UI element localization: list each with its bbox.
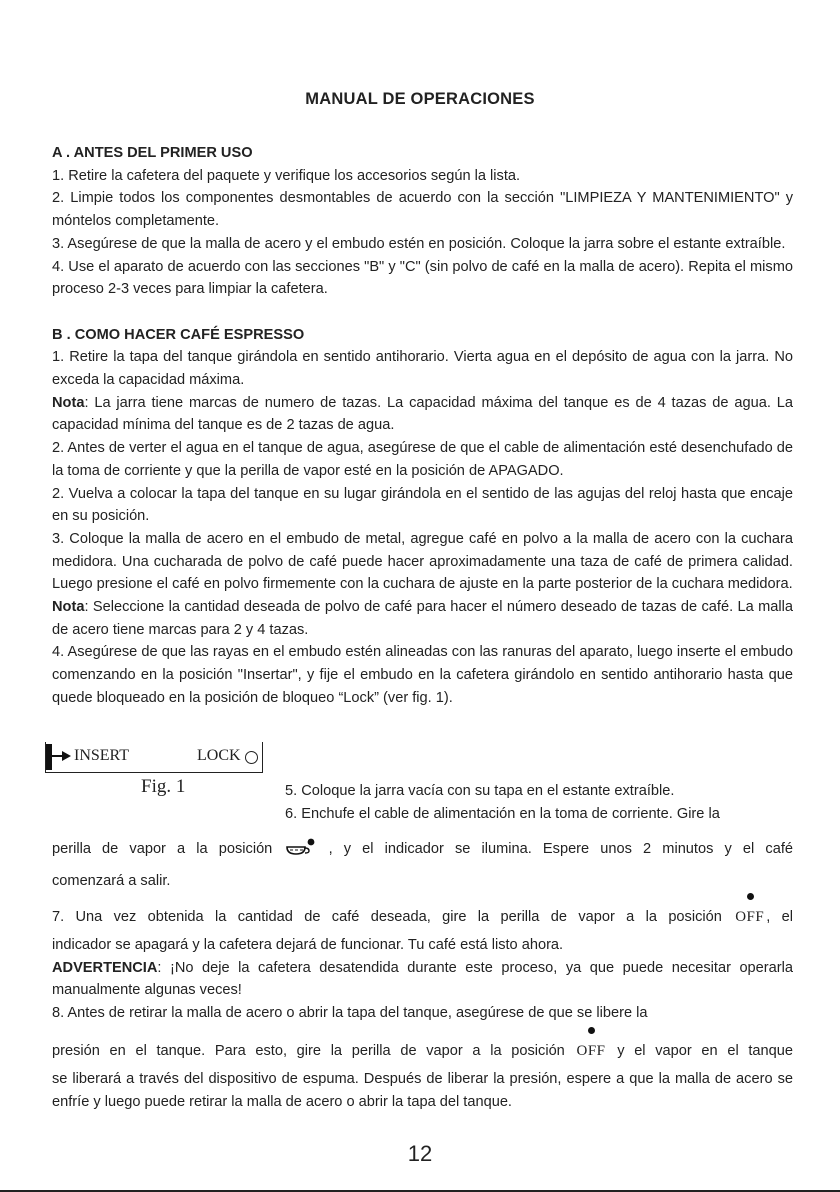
step-8-rest — [52, 1068, 793, 1113]
step-7-text-a: 7. Una vez obtenida la cantidad de café deseada, gire la perilla de vapor a la posición — [52, 909, 722, 925]
step-7-block — [52, 906, 793, 929]
note-text: : La jarra tiene marcas de numero de tazas. La capacidad máxima del tanque es de 4 tazas de agua. La capacidad mínima del tanque es de 2 tazas de agua. — [52, 394, 793, 434]
step-8-block — [52, 1040, 793, 1063]
section-a-heading: A . ANTES DEL PRIMER USO — [52, 145, 253, 161]
note-label: Nota — [52, 394, 85, 411]
step-7-rest — [52, 934, 793, 1025]
section-b-heading: B . COMO HACER CAFÉ ESPRESSO — [52, 326, 305, 343]
off-position-icon — [575, 1040, 608, 1063]
warning — [52, 957, 793, 1002]
section-b-step-1: 1. Retire la tapa del tanque girándola en sentido antihorario. Vierta agua en el depósito de agua con la jarra. No exceda la capacidad máxima. — [52, 349, 793, 389]
section-a-step-4: 4. Use el aparato de acuerdo con las secciones "B" y "C" (sin polvo de café en la malla de acero). Repita el mismo proceso 2-3 veces para limpiar la cafetera. — [52, 258, 793, 298]
step-6-start: 6. Enchufe el cable de alimentación en la toma de corriente. Gire la — [285, 805, 720, 822]
section-a-step-2: 2. Limpie todos los componentes desmontables de acuerdo con la sección "LIMPIEZA Y MANTENIMIENTO" y móntelos completamente. — [52, 190, 793, 230]
note-text: : Seleccione la cantidad deseada de polvo de café para hacer el número deseado de tazas de café. La malla de acero tiene marcas para 2 y 4 tazas. — [52, 599, 793, 638]
warning-text: : ¡No deje la cafetera desatendida durante este proceso, ya que puede necesitar operarla manualmente algunas veces! — [52, 959, 793, 999]
step-6-icon-line — [52, 838, 793, 861]
step-8-text-b: y el vapor en el tanque — [617, 1043, 793, 1059]
figure-insert-lock — [45, 742, 263, 773]
lock-circle-icon — [245, 751, 258, 764]
off-symbol-text: OFF — [576, 1043, 606, 1059]
step-7-end: indicador se apagará y la cafetera dejará de funcionar. Tu café está listo ahora. — [52, 937, 564, 953]
steps-beside-figure — [285, 780, 793, 825]
step-8-end: se liberará a través del dispositivo de espuma. Después de liberar la presión, espere a que la malla de acero se enfríe y luego puede retirar la malla de acero o abrir la tapa del tanque. — [52, 1071, 793, 1110]
section-b-step-3: 3. Coloque la malla de acero en el embudo de metal, agregue café en polvo a la malla de acero con la cuchara medidora. Una cucharada de polvo de café puede hacer aproximadamente una taza de café de primera calidad. Luego presione el café en polvo firmemente con la cuchara de ajuste en la parte posterior de la cuchara medidora. — [52, 530, 793, 593]
page-number: 12 — [407, 1141, 433, 1166]
section-a-step-1: 1. Retire la cafetera del paquete y verifique los accesorios según la lista. — [52, 167, 521, 184]
main-text — [52, 142, 793, 710]
step-8-line — [52, 1040, 793, 1063]
page-title: MANUAL DE OPERACIONES — [305, 90, 535, 108]
step-6-end-block — [52, 870, 793, 893]
section-b-step-4: 4. Asegúrese de que las rayas en el embudo estén alineadas con las ranuras del aparato, luego inserte el embudo comenzando en la posición "Insertar", y fije el embudo en la cafetera girándolo en sentido antihorario hasta que quede bloqueado en la posición de bloqueo “Lock” (ver fig. 1). — [52, 644, 793, 706]
section-a-step-3: 3. Asegúrese de que la malla de acero y el embudo estén en posición. Coloque la jarra sobre el estante extraíble. — [52, 235, 786, 252]
steam-wand-icon — [285, 838, 315, 860]
section-b-step-2a: 2. Antes de verter el agua en el tanque de agua, asegúrese de que el cable de alimentación esté desenchufado de la toma de corriente y que la perilla de vapor esté en la posición de APAGADO. — [52, 440, 793, 479]
step-8-start: 8. Antes de retirar la malla de acero o abrir la tapa del tanque, asegúrese de que se libere la — [52, 1005, 648, 1022]
figure-caption: Fig. 1 — [141, 776, 186, 797]
step-6-end: comenzará a salir. — [52, 873, 171, 889]
step-8-text-a: presión en el tanque. Para esto, gire la perilla de vapor a la posición — [52, 1043, 565, 1059]
warning-label: ADVERTENCIA — [52, 959, 158, 976]
step-7-line — [52, 906, 793, 929]
step-6-text-b: , y el indicador se ilumina. Espere unos 2 minutos y el café — [328, 841, 793, 857]
step-6-continued — [52, 838, 793, 861]
off-symbol-text: OFF — [735, 909, 765, 925]
section-b-step-2b: 2. Vuelva a colocar la tapa del tanque en su lugar girándola en el sentido de las agujas del reloj hasta que encaje en su posición. — [52, 485, 793, 525]
insert-marker-bar — [46, 744, 52, 770]
arrowhead-icon — [62, 751, 71, 761]
step-6-text-a: perilla de vapor a la posición — [52, 841, 273, 857]
step-5: 5. Coloque la jarra vacía con su tapa en el estante extraíble. — [285, 783, 675, 799]
insert-label: INSERT — [74, 747, 130, 764]
lock-label: LOCK — [197, 747, 241, 764]
off-position-icon — [733, 906, 766, 929]
note-label: Nota — [52, 599, 85, 616]
step-7-text-b: , el — [766, 909, 794, 925]
section-b-note-1 — [52, 392, 793, 437]
section-b-note-2 — [52, 596, 793, 641]
